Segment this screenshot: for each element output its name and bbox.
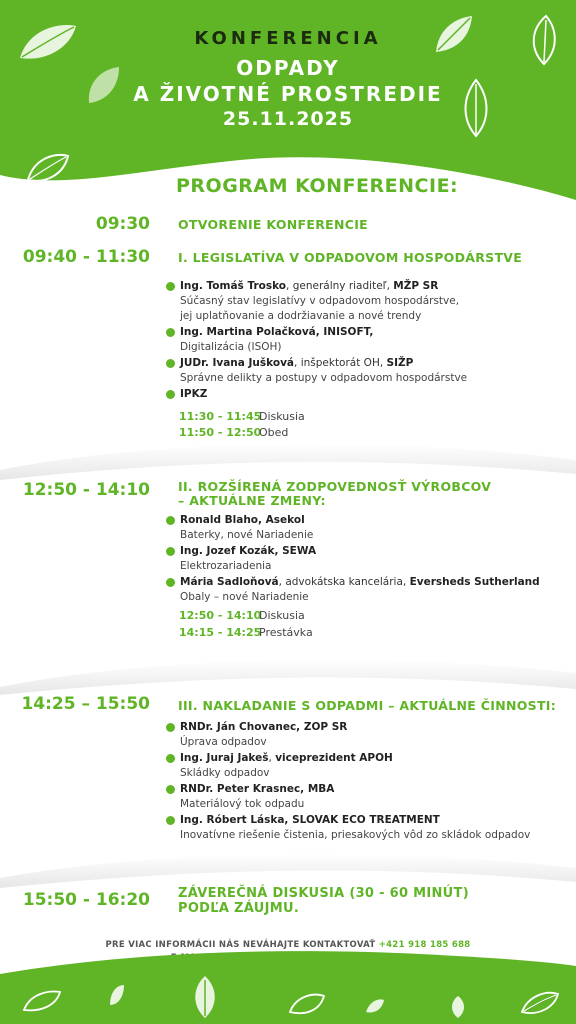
subitem-label: Obed	[259, 426, 289, 439]
speaker-name: Ronald Blaho, Asekol	[180, 514, 305, 526]
bullet-dot	[166, 359, 175, 368]
subitem-time: 14:15 - 14:25	[179, 626, 262, 639]
speaker-topic: Elektrozariadenia	[180, 560, 272, 572]
speaker-item	[166, 720, 566, 750]
bullet-dot	[166, 547, 175, 556]
speaker-name: Ing. Róbert Láska, SLOVAK ECO TREATMENT	[180, 814, 440, 826]
speaker-name: IPKZ	[180, 388, 208, 400]
header-kicker: KONFERENCIA	[194, 28, 382, 49]
contact-phone[interactable]: +421 918 185 688	[378, 940, 471, 950]
session3-time: 14:25 – 15:50	[21, 694, 150, 714]
speaker-item	[166, 356, 566, 386]
speaker-name: JUDr. Ivana Jušková	[180, 357, 295, 369]
speaker-role: , advokátska kancelária,	[278, 576, 410, 588]
speaker-org: Eversheds Sutherland	[409, 576, 540, 588]
speaker-name: Ing. Tomáš Trosko	[180, 280, 287, 292]
speaker-item	[166, 544, 566, 574]
leaf-icon	[188, 974, 222, 1020]
speaker-topic: Správne delikty a postupy v odpadovom hospodárstve	[180, 372, 468, 384]
section-divider	[0, 645, 576, 695]
session2-time: 12:50 - 14:10	[22, 480, 150, 500]
subitem-label: Prestávka	[259, 626, 313, 639]
speaker-topic: Materiálový tok odpadu	[180, 798, 305, 810]
speaker-topic: jej uplatňovanie a dodržiavanie a nové trendy	[180, 310, 422, 322]
subitem-label: Diskusia	[259, 410, 305, 423]
speaker-name: Ing. Jozef Kozák, SEWA	[180, 545, 317, 557]
session3-speakers	[166, 720, 566, 844]
speaker-topic: Inovatívne riešenie čistenia, priesakových vôd zo skládok odpadov	[180, 829, 531, 841]
speaker-topic: Digitalizácia (ISOH)	[180, 341, 282, 353]
speaker-item	[166, 387, 566, 402]
speaker-item	[166, 751, 566, 781]
session1-time: 09:40 - 11:30	[22, 247, 150, 267]
session2-speakers	[166, 513, 566, 606]
speaker-name: Ing. Juraj Jakeš	[180, 752, 269, 764]
closing-time: 15:50 - 16:20	[22, 890, 150, 910]
bullet-dot	[166, 328, 175, 337]
program-title: PROGRAM KONFERENCIE:	[176, 175, 459, 197]
speaker-item	[166, 575, 566, 605]
subitem-time: 11:30 - 11:45	[179, 410, 262, 423]
speaker-name: Mária Sadloňová	[180, 576, 279, 588]
leaf-icon	[520, 990, 560, 1016]
speaker-org: MŽP SR	[393, 280, 439, 292]
speaker-role: ,	[268, 752, 276, 764]
session2-title-line2: – AKTUÁLNE ZMENY:	[178, 493, 326, 508]
subitem-time: 12:50 - 14:10	[179, 609, 262, 622]
speaker-org: SIŽP	[386, 357, 414, 369]
bullet-dot	[166, 754, 175, 763]
leaf-icon	[448, 994, 468, 1020]
speaker-topic: Obaly – nové Nariadenie	[180, 591, 309, 603]
schedule-subitem	[179, 608, 305, 624]
opening-time: 09:30	[95, 214, 150, 234]
header-title-line2: A ŽIVOTNÉ PROSTREDIE	[133, 82, 443, 106]
subitem-label: Diskusia	[259, 609, 305, 622]
leaf-icon	[288, 992, 326, 1016]
section-divider	[0, 838, 576, 888]
subitem-time: 11:50 - 12:50	[179, 426, 262, 439]
bullet-dot	[166, 723, 175, 732]
speaker-topic: Skládky odpadov	[180, 767, 270, 779]
session1-speakers	[166, 279, 566, 403]
bullet-dot	[166, 282, 175, 291]
header-date: 25.11.2025	[222, 108, 354, 130]
bullet-dot	[166, 516, 175, 525]
speaker-name: RNDr. Peter Krasnec, MBA	[180, 783, 335, 795]
closing-title-line2: PODĽA ZÁUJMU.	[178, 901, 300, 916]
leaf-icon	[108, 983, 126, 1007]
leaf-icon	[22, 990, 62, 1012]
speaker-item	[166, 513, 566, 543]
opening-label: OTVORENIE KONFERENCIE	[178, 217, 368, 232]
schedule-subitem	[179, 625, 313, 641]
session2-title-line1: II. ROZŠÍRENÁ ZODPOVEDNOSŤ VÝROBCOV	[178, 479, 492, 494]
bullet-dot	[166, 816, 175, 825]
speaker-org: viceprezident APOH	[275, 752, 393, 764]
bullet-dot	[166, 785, 175, 794]
leaf-icon	[26, 150, 70, 184]
speaker-topic: Súčasný stav legislatívy v odpadovom hospodárstve,	[180, 295, 460, 307]
speaker-topic: Úprava odpadov	[180, 736, 267, 748]
bullet-dot	[166, 578, 175, 587]
speaker-name: Ing. Martina Polačková, INISOFT,	[180, 326, 374, 338]
speaker-role: , inšpektorát OH,	[294, 357, 387, 369]
schedule-subitem	[179, 409, 305, 425]
speaker-role: , generálny riaditeľ,	[286, 280, 394, 292]
closing-title-line1: ZÁVEREČNÁ DISKUSIA (30 - 60 MINÚT)	[178, 886, 469, 901]
speaker-item	[166, 782, 566, 812]
bullet-dot	[166, 390, 175, 399]
speaker-item	[166, 279, 566, 324]
speaker-topic: Baterky, nové Nariadenie	[180, 529, 314, 541]
header-title-line1: ODPADY	[236, 56, 340, 80]
session3-title: III. NAKLADANIE S ODPADMI – AKTUÁLNE ČINNOSTI:	[178, 698, 557, 713]
contact-text: PRE VIAC INFORMÁCII NÁS NEVÁHAJTE KONTAKTOVAŤ	[105, 940, 376, 950]
speaker-name: RNDr. Ján Chovanec, ZOP SR	[180, 721, 348, 733]
session1-title: I. LEGISLATÍVA V ODPADOVOM HOSPODÁRSTVE	[178, 250, 523, 265]
section-divider	[0, 430, 576, 480]
speaker-item	[166, 325, 566, 355]
leaf-icon	[364, 998, 386, 1014]
